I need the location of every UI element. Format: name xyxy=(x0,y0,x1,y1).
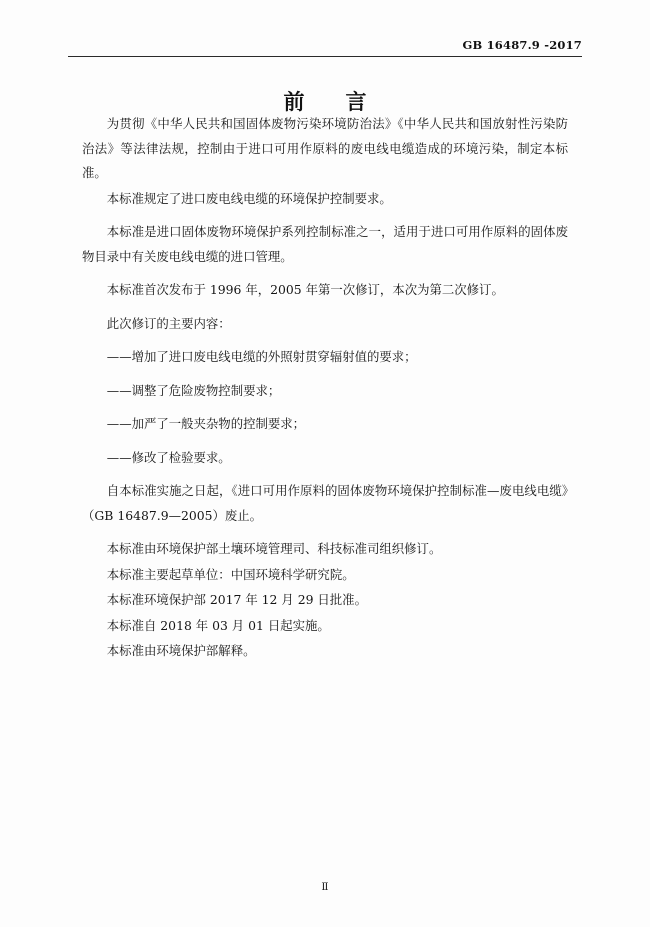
paragraph: 本标准规定了进口废电线电缆的环境保护控制要求。 xyxy=(106,190,392,206)
page-title: 前 言 xyxy=(283,90,377,115)
paragraph: 本标准由环境保护部解释。 xyxy=(106,643,256,658)
page-header-standard-code: GB 16487.9 -2017 xyxy=(462,38,582,52)
paragraph: 此次修订的主要内容： xyxy=(106,315,231,331)
paragraph: 本标准是进口固体废物环境保护系列控制标准之一，适用于进口可用作原料的固体废物目录中有关废电线电缆的进口管理。 xyxy=(82,224,568,264)
paragraph: 本标准自 2018 年 03 月 01 日起实施。 xyxy=(106,617,330,633)
page-number: Ⅱ xyxy=(321,881,329,893)
paragraph: 本标准首次发布于 1996 年，2005 年第一次修订，本次为第二次修订。 xyxy=(106,282,504,297)
paragraph: 自本标准实施之日起，《进口可用作原料的固体废物环境保护控制标准—废电线电缆》（GB 16487.9—2005）废止。 xyxy=(82,483,568,523)
list-item: ——调整了危险废物控制要求； xyxy=(106,382,281,398)
list-item: ——加严了一般夹杂物的控制要求； xyxy=(106,416,306,431)
foreword-body xyxy=(82,112,568,665)
list-item: ——增加了进口废电线电缆的外照射贯穿辐射值的要求； xyxy=(106,349,417,364)
paragraph: 本标准由环境保护部土壤环境管理司、科技标准司组织修订。 xyxy=(106,541,442,556)
list-item: ——修改了检验要求。 xyxy=(106,449,231,465)
header-divider-rule xyxy=(68,56,582,57)
paragraph: 本标准环境保护部 2017 年 12 月 29 日批准。 xyxy=(106,592,367,607)
paragraph: 本标准主要起草单位：中国环境科学研究院。 xyxy=(106,566,355,582)
paragraph: 为贯彻《中华人民共和国固体废物污染环境防治法》《中华人民共和国放射性污染防治法》等法律法规，控制由于进口可用作原料的废电线电缆造成的环境污染，制定本标准。 xyxy=(82,116,568,180)
